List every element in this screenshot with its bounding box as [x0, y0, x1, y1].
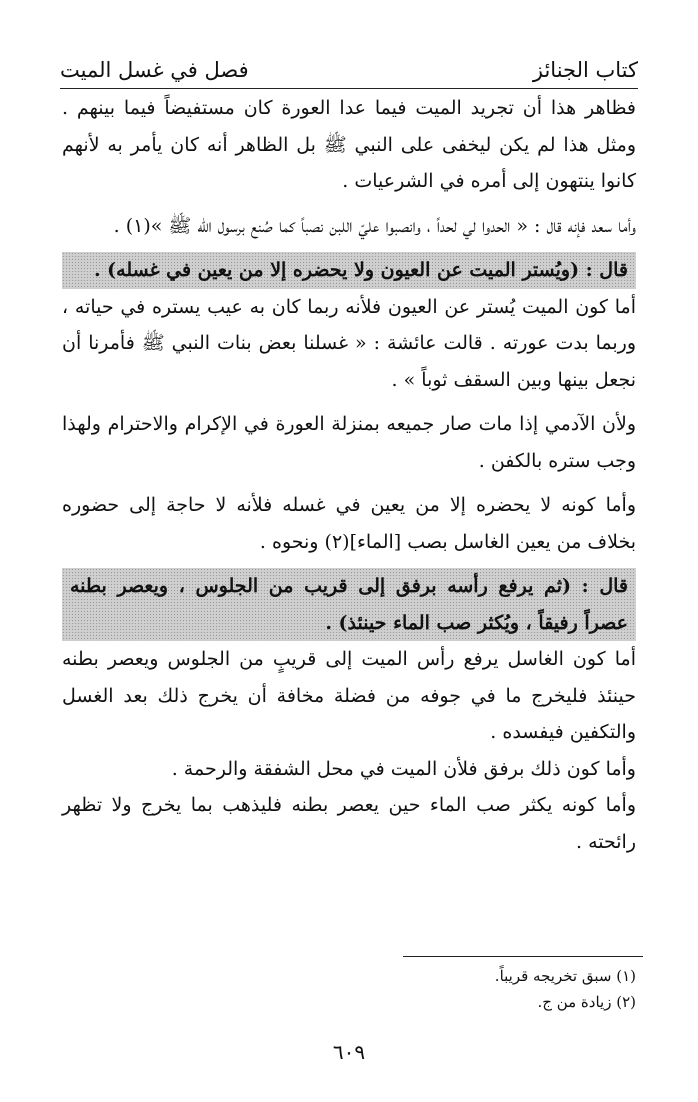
main-text: [62, 90, 636, 860]
paragraph: ولأن الآدمي إذا مات صار جميعه بمنزلة العورة في الإكرام والاحترام ولهذا وجب ستره بالكفن .: [62, 413, 636, 472]
page-number: ٦٠٩: [332, 1040, 366, 1064]
paragraph: وأما كونه لا يحضره إلا من يعين في غسله فلأنه لا حاجة إلى حضوره بخلاف من يعين الغاسل بصب [الماء](٢) ونحوه .: [62, 494, 636, 553]
paragraph: وأما سعد فإنه قال : « الحدوا لي لحداً ، وانصبوا عليّ اللبن نصباً كما صُنع برسول الله ﷺ »(١) .: [113, 214, 636, 237]
section-title: فصل في غسل الميت: [60, 58, 249, 82]
paragraph: أما كون الغاسل يرفع رأس الميت إلى قريبٍ من الجلوس ويعصر بطنه حينئذ فليخرج ما في جوفه من فضلة مخافة أن يخرج ذلك بعد الغسل والتكفين فيفسده .: [62, 648, 636, 743]
header-divider: [60, 88, 638, 89]
book-title: كتاب الجنائز: [532, 58, 638, 82]
paragraph: فظاهر هذا أن تجريد الميت فيما عدا العورة كان مستفيضاً فيما بينهم . ومثل هذا لم يكن ليخفى على النبي ﷺ بل الظاهر أنه كان يأمر به لأنهم كانوا ينتهون إلى أمره في الشرعيات .: [62, 97, 636, 192]
quoted-matn: قال : (ثم يرفع رأسه برفق إلى قريب من الجلوس ، ويعصر بطنه عصراً رفيقاً ، ويُكثر صب الماء حينئذ) .: [62, 568, 636, 641]
running-header: [60, 55, 638, 85]
paragraph: أما كون الميت يُستر عن العيون فلأنه ربما كان به عيب يستره في حياته ، وربما بدت عورته . قالت عائشة : « غسلنا بعض بنات النبي ﷺ فأمرنا أن نجعل بينها وبين السقف ثوباً » .: [62, 295, 636, 391]
quoted-matn: قال : (ويُستر الميت عن العيون ولا يحضره إلا من يعين في غسله) .: [62, 252, 636, 289]
footnote: (٢) زيادة من ج.: [537, 993, 636, 1011]
paragraph: وأما كونه يكثر صب الماء حين يعصر بطنه فليذهب بما يخرج ولا تظهر رائحته .: [62, 794, 636, 853]
footnote: (١) سبق تخريجه قريباً.: [494, 967, 636, 985]
paragraph: وأما كون ذلك برفق فلأن الميت في محل الشفقة والرحمة .: [171, 757, 636, 780]
footnote-divider: [403, 956, 643, 957]
footnotes: [495, 963, 636, 1015]
